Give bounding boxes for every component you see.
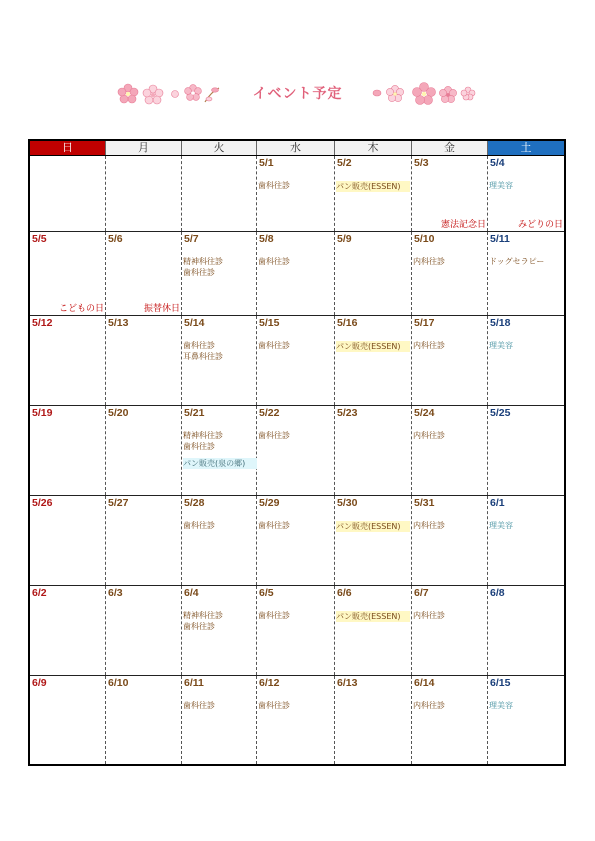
day-date-label: 5/1 [259,157,274,169]
cherry-blossom-right-icon [368,78,478,110]
day-date-label: 6/2 [32,587,47,599]
calendar-day-cell[interactable] [106,406,182,495]
calendar-day-cell[interactable] [257,406,335,495]
day-events-list [336,520,410,532]
day-events-list [489,700,563,711]
calendar-day-cell[interactable] [412,586,488,675]
day-date-label: 5/24 [414,407,435,419]
day-events-list [413,520,487,531]
calendar-day-cell[interactable] [106,676,182,764]
calendar-day-cell[interactable] [488,586,564,675]
weekday-header-sat: 土 [488,141,564,155]
day-date-label: 5/22 [259,407,280,419]
day-date-label: 5/10 [414,233,435,245]
weekday-header-row [30,141,564,156]
calendar-day-cell[interactable] [106,496,182,585]
day-events-list [183,430,257,469]
holiday-label: こどもの日 [58,304,104,314]
day-events-list [183,520,257,531]
day-date-label: 6/6 [337,587,352,599]
event-item: 内科往診 [413,431,445,440]
day-events-list [413,700,487,711]
day-date-label: 6/15 [490,677,511,689]
day-events-list [413,256,487,267]
event-item: 理美容 [489,521,513,530]
day-date-label: 6/10 [108,677,129,689]
event-item: 内科往診 [413,341,445,350]
event-item: 理美容 [489,341,513,350]
event-item: 歯科往診 [183,622,215,631]
day-date-label: 6/1 [490,497,505,509]
event-item: 精神科往診 [183,431,223,440]
calendar-day-cell[interactable] [488,406,564,495]
event-item: 歯科往診 [258,431,290,440]
day-events-list [258,520,332,531]
event-item: 歯科往診 [183,442,215,451]
event-item: 歯科往診 [183,341,215,350]
day-date-label: 5/18 [490,317,511,329]
day-date-label: 5/12 [32,317,53,329]
day-date-label: 6/14 [414,677,435,689]
calendar-day-cell[interactable] [182,316,257,405]
calendar-grid [28,139,566,766]
holiday-label: 憲法記念日 [440,220,486,230]
day-date-label: 5/26 [32,497,53,509]
day-date-label: 6/12 [259,677,280,689]
day-date-label: 5/15 [259,317,280,329]
calendar-week-row [30,405,564,495]
calendar-week-row [30,156,564,231]
calendar-day-cell[interactable] [30,232,106,315]
day-events-list [413,340,487,351]
event-item: 内科往診 [413,257,445,266]
calendar-day-cell[interactable] [106,156,182,231]
event-item: 歯科往診 [258,611,290,620]
weekday-header-mon: 月 [106,141,182,155]
calendar-day-cell[interactable] [30,496,106,585]
calendar-week-row [30,585,564,675]
event-item: 耳鼻科往診 [183,352,223,361]
calendar-day-cell[interactable] [488,232,564,315]
day-date-label: 5/19 [32,407,53,419]
holiday-label: みどりの日 [517,220,563,230]
day-events-list [489,256,563,267]
day-events-list [183,256,257,278]
day-date-label: 5/8 [259,233,274,245]
event-item: 内科往診 [413,611,445,620]
day-events-list [413,610,487,621]
event-item: 精神科往診 [183,257,223,266]
page-header [0,78,595,110]
calendar-day-cell[interactable] [412,232,488,315]
calendar-day-cell[interactable] [182,406,257,495]
calendar-day-cell[interactable] [30,586,106,675]
day-date-label: 5/21 [184,407,205,419]
calendar-day-cell[interactable] [106,232,182,315]
event-item: 理美容 [489,181,513,190]
day-date-label: 5/23 [337,407,358,419]
day-events-list [489,180,563,191]
calendar-day-cell[interactable] [412,316,488,405]
calendar-day-cell[interactable] [412,156,488,231]
event-item: 歯科往診 [183,701,215,710]
day-date-label: 5/31 [414,497,435,509]
day-events-list [258,340,332,351]
event-item: パン販売(泉の郷) [183,458,257,469]
event-item: 歯科往診 [183,521,215,530]
calendar-day-cell[interactable] [30,406,106,495]
day-date-label: 5/20 [108,407,129,419]
calendar-day-cell[interactable] [335,496,412,585]
event-item: 理美容 [489,701,513,710]
event-item: 歯科往診 [258,181,290,190]
day-date-label: 5/13 [108,317,129,329]
day-date-label: 5/14 [184,317,205,329]
event-item: パン販売(ESSEN) [336,181,410,192]
calendar-day-cell[interactable] [30,676,106,764]
day-date-label: 5/3 [414,157,429,169]
day-date-label: 5/2 [337,157,352,169]
day-events-list [336,180,410,192]
event-item: 内科往診 [413,521,445,530]
holiday-label: 振替休日 [143,304,180,314]
day-events-list [258,610,332,621]
calendar-day-cell[interactable] [257,676,335,764]
day-date-label: 6/3 [108,587,123,599]
day-date-label: 5/5 [32,233,47,245]
day-date-label: 5/17 [414,317,435,329]
calendar-week-row [30,495,564,585]
calendar-day-cell[interactable] [182,232,257,315]
day-date-label: 5/6 [108,233,123,245]
day-events-list [258,256,332,267]
day-events-list [258,430,332,441]
event-item: 精神科往診 [183,611,223,620]
calendar-day-cell[interactable] [182,586,257,675]
day-date-label: 5/28 [184,497,205,509]
calendar-day-cell[interactable] [257,232,335,315]
day-date-label: 5/9 [337,233,352,245]
event-item: パン販売(ESSEN) [336,341,410,352]
day-date-label: 5/16 [337,317,358,329]
event-item: 歯科往診 [258,521,290,530]
day-date-label: 5/4 [490,157,505,169]
calendar-day-cell[interactable] [412,496,488,585]
day-date-label: 5/30 [337,497,358,509]
event-item: 歯科往診 [183,268,215,277]
calendar-week-row [30,675,564,764]
day-events-list [489,520,563,531]
calendar-day-cell[interactable] [30,316,106,405]
event-item: パン販売(ESSEN) [336,521,410,532]
day-events-list [183,340,257,362]
day-date-label: 5/29 [259,497,280,509]
day-date-label: 5/25 [490,407,511,419]
weekday-header-wed: 水 [257,141,335,155]
event-item: ドッグセラピー [489,257,545,266]
weekday-header-fri: 金 [412,141,488,155]
calendar-day-cell[interactable] [257,156,335,231]
day-date-label: 6/11 [184,677,204,689]
calendar-day-cell[interactable] [257,586,335,675]
day-events-list [336,610,410,622]
event-item: 内科往診 [413,701,445,710]
weekday-header-sun: 日 [30,141,106,155]
day-date-label: 6/8 [490,587,505,599]
calendar-day-cell[interactable] [488,156,564,231]
calendar-day-cell[interactable] [335,676,412,764]
calendar-day-cell[interactable] [488,496,564,585]
day-events-list [183,700,257,711]
event-item: 歯科往診 [258,341,290,350]
calendar-day-cell[interactable] [106,316,182,405]
page-title: イベント予定 [252,86,343,102]
calendar-day-cell[interactable] [412,406,488,495]
day-events-list [258,700,332,711]
calendar-day-cell[interactable] [412,676,488,764]
day-date-label: 6/5 [259,587,274,599]
calendar-day-cell[interactable] [182,676,257,764]
calendar-day-cell[interactable] [488,676,564,764]
day-date-label: 6/9 [32,677,47,689]
calendar-day-cell[interactable] [335,156,412,231]
calendar-week-row [30,231,564,315]
calendar-day-cell[interactable] [335,232,412,315]
calendar-week-row [30,315,564,405]
day-events-list [489,340,563,351]
calendar-day-cell[interactable] [30,156,106,231]
day-events-list [336,340,410,352]
calendar-day-cell[interactable] [257,496,335,585]
event-item: 歯科往診 [258,257,290,266]
day-date-label: 5/7 [184,233,199,245]
day-date-label: 6/13 [337,677,358,689]
calendar-day-cell[interactable] [182,156,257,231]
weekday-header-thu: 木 [335,141,412,155]
day-events-list [258,180,332,191]
event-item: パン販売(ESSEN) [336,611,410,622]
day-date-label: 6/4 [184,587,199,599]
day-events-list [183,610,257,632]
calendar-day-cell[interactable] [182,496,257,585]
calendar-day-cell[interactable] [335,406,412,495]
calendar-day-cell[interactable] [335,316,412,405]
weekday-header-tue: 火 [182,141,257,155]
event-item: 歯科往診 [258,701,290,710]
calendar-day-cell[interactable] [488,316,564,405]
day-events-list [413,430,487,441]
calendar-day-cell[interactable] [257,316,335,405]
calendar-day-cell[interactable] [335,586,412,675]
day-date-label: 5/11 [490,233,510,245]
day-date-label: 6/7 [414,587,429,599]
calendar-day-cell[interactable] [106,586,182,675]
day-date-label: 5/27 [108,497,129,509]
